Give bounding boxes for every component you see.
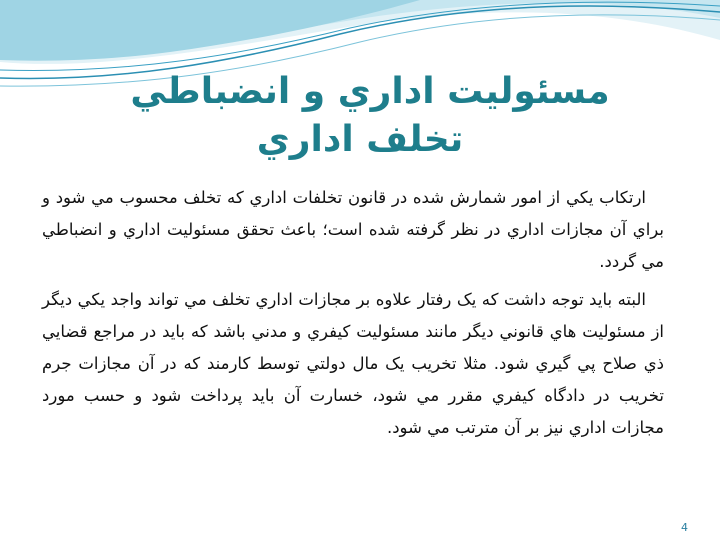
- slide-subtitle: تخلف اداري: [256, 119, 464, 160]
- slide-body: [42, 182, 664, 450]
- slide-title: مسئوليت اداري و انضباطي: [130, 71, 610, 112]
- page-number: 4: [681, 521, 688, 534]
- body-paragraph-2: البته بايد توجه داشت که يک رفتار علاوه بر مجازات اداري تخلف مي تواند واجد يکي ديگر از مسئوليت هاي قانوني ديگر مانند مسئوليت کيفري و مدني باشد که بايد در مراجع قضايي ذي صلاح پي گيري شود. مثلا تخريب يک مال دولتي توسط کارمند که در آن مجازات جرم تخريب در دادگاه کيفري مقرر مي شود، خسارت آن بايد پرداخت شود و حسب مورد مجازات اداري نيز بر آن مترتب مي شود.: [42, 290, 664, 437]
- body-paragraph-1: ارتکاب يکي از امور شمارش شده در قانون تخلفات اداري که تخلف محسوب مي شود و براي آن مجازات اداري در نظر گرفته شده است؛ باعث تحقق مسئوليت اداري و انضباطي مي گردد.: [42, 188, 664, 271]
